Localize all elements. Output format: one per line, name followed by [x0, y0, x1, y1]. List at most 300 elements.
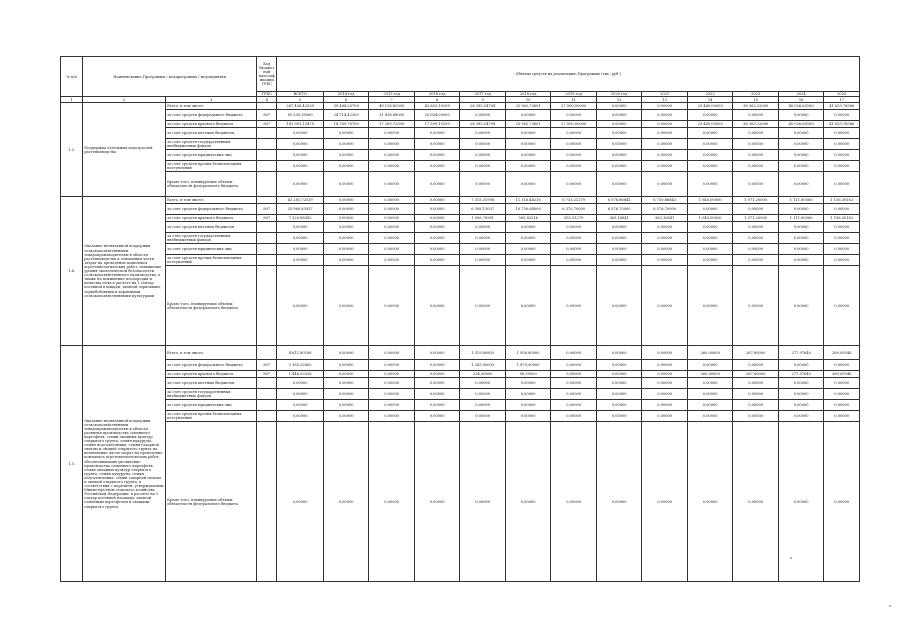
section-number: 1.5. [61, 346, 83, 582]
amount-year: 17 289,72300 [369, 121, 415, 128]
amount-total: 0,00000 [277, 233, 324, 244]
amount-year: 27 000,00000 [551, 121, 597, 128]
scan-dot [790, 557, 792, 559]
amount-year: 0,00000 [323, 128, 369, 139]
amount-year: 0,00000 [323, 233, 369, 244]
table-row [61, 172, 860, 197]
amount-year: 0,00000 [414, 204, 460, 215]
amount-year: 0,00000 [323, 266, 369, 346]
funding-source: за счет средств прочих безвозмездных поступлений [166, 411, 257, 422]
amount-year: 0,00000 [369, 266, 415, 346]
amount-year: 363,16841 [642, 215, 688, 222]
column-number: 10 [505, 97, 551, 103]
funding-source: за счет средств государственных внебюджетных фондов [166, 139, 257, 150]
amount-year: 0,00000 [414, 222, 460, 233]
funding-source: за счет средств краевого бюджета [166, 371, 257, 378]
column-number: 17 [824, 97, 860, 103]
amount-year: 0,00000 [824, 233, 860, 244]
header-year: 2023 [733, 92, 779, 97]
amount-year: 0,00000 [505, 400, 551, 411]
grbs-code [257, 233, 277, 244]
table-row [61, 204, 860, 215]
amount-year: 41 629,76566 [824, 103, 860, 110]
amount-year: 0,00000 [505, 172, 551, 197]
amount-year: 0,00000 [460, 422, 506, 582]
amount-year: 0,00000 [642, 150, 688, 161]
amount-year: 41 629,76566 [824, 121, 860, 128]
amount-year: 28 385,54794 [460, 121, 506, 128]
amount-year: 0,00000 [687, 244, 733, 255]
amount-total: 35 960,83937 [277, 204, 324, 215]
amount-year: 0,00000 [414, 422, 460, 582]
amount-year: 0,00000 [505, 161, 551, 172]
amount-year: 0,00000 [596, 121, 642, 128]
amount-year: 0,00000 [323, 360, 369, 371]
amount-year: 0,00000 [551, 172, 597, 197]
amount-year: 0,00000 [369, 255, 415, 266]
amount-year: 234,30800 [460, 371, 506, 378]
amount-year: 0,00000 [687, 150, 733, 161]
table-row [61, 139, 860, 150]
funding-source: Всего, в том числе: [166, 103, 257, 110]
amount-year: 0,00000 [824, 150, 860, 161]
amount-year: 0,00000 [596, 110, 642, 121]
amount-year: 0,00000 [323, 150, 369, 161]
amount-year: 0,00000 [642, 121, 688, 128]
amount-year: 355,51279 [551, 215, 597, 222]
amount-year: 0,00000 [824, 128, 860, 139]
amount-year: 6 576,86841 [596, 197, 642, 204]
header-year: 2014 год [323, 92, 369, 97]
amount-year: 1 111,80560 [778, 197, 824, 204]
amount-year: 0,00000 [642, 161, 688, 172]
amount-year: 0,00000 [642, 103, 688, 110]
budget-sheet [60, 56, 860, 582]
amount-year: 0,00000 [733, 110, 779, 121]
amount-year: 0,00000 [642, 411, 688, 422]
amount-year: 0,00000 [733, 222, 779, 233]
amount-year: 0,00000 [596, 378, 642, 389]
amount-year: 1 156,30182 [824, 215, 860, 222]
amount-year: 0,00000 [551, 244, 597, 255]
amount-year: 0,00000 [414, 378, 460, 389]
amount-year: 23 460,00000 [687, 121, 733, 128]
amount-year: 565,82216 [505, 215, 551, 222]
amount-year: 0,00000 [824, 266, 860, 346]
amount-year: 0,00000 [596, 255, 642, 266]
amount-year: 0,00000 [323, 244, 369, 255]
column-number: 2 [83, 97, 166, 103]
amount-year: 0,00000 [596, 389, 642, 400]
amount-year: 0,00000 [596, 103, 642, 110]
funding-source: за счет средств краевого бюджета [166, 121, 257, 128]
amount-year: 0,00000 [551, 422, 597, 582]
table-row [61, 360, 860, 371]
amount-year: 0,00000 [687, 422, 733, 582]
amount-year: 0,00000 [369, 411, 415, 422]
amount-total: 3 165,32862 [277, 360, 324, 371]
funding-source: за счет средств федерального бюджета [166, 360, 257, 371]
amount-year: 0,00000 [687, 255, 733, 266]
funding-source: за счет средств юридических лиц [166, 150, 257, 161]
grbs-code [257, 139, 277, 150]
amount-year: 0,00000 [824, 400, 860, 411]
funding-source: Всего, в том числе: [166, 197, 257, 204]
amount-year: 31 838,88000 [369, 110, 415, 121]
amount-year: 0,00000 [323, 139, 369, 150]
amount-year: 0,00000 [778, 161, 824, 172]
amount-year: 1 156,30182 [824, 197, 860, 204]
amount-year: 17 599,10299 [414, 121, 460, 128]
amount-year: 0,00000 [460, 266, 506, 346]
amount-year: 0,00000 [551, 389, 597, 400]
amount-total: 0,00000 [277, 150, 324, 161]
amount-year: 0,00000 [687, 233, 733, 244]
amount-year: 0,00000 [642, 233, 688, 244]
column-number: 8 [414, 97, 460, 103]
funding-source: Кроме того, планируемые объемы обязательств федерального бюджета [166, 266, 257, 346]
amount-year: 0,00000 [551, 222, 597, 233]
section-number: 1.3. [61, 103, 83, 197]
amount-year: 0,00000 [414, 128, 460, 139]
amount-year: 0,00000 [596, 161, 642, 172]
amount-year: 0,00000 [642, 346, 688, 360]
amount-year: 0,00000 [733, 378, 779, 389]
amount-year: 0,00000 [824, 255, 860, 266]
amount-year: 0,00000 [596, 422, 642, 582]
amount-year: 6 733,21279 [551, 197, 597, 204]
amount-year: 1 071,20000 [733, 197, 779, 204]
amount-year: 14 769,78700 [323, 121, 369, 128]
amount-year: 0,00000 [778, 255, 824, 266]
table-row [61, 244, 860, 255]
amount-total: 7 320,88582 [277, 215, 324, 222]
amount-year: 0,00000 [414, 215, 460, 222]
amount-year: 0,00000 [323, 422, 369, 582]
amount-year: 0,00000 [414, 371, 460, 378]
amount-year: 0,00000 [414, 411, 460, 422]
amount-year: 1 879,90000 [505, 360, 551, 371]
amount-year: 0,00000 [505, 222, 551, 233]
amount-total: 0,00000 [277, 244, 324, 255]
amount-year: 0,00000 [824, 172, 860, 197]
amount-year: 0,00000 [642, 400, 688, 411]
amount-year: 0,00000 [369, 360, 415, 371]
table-row [61, 400, 860, 411]
funding-source: Всего, в том числе: [166, 346, 257, 360]
amount-year: 0,00000 [551, 233, 597, 244]
table-row [61, 150, 860, 161]
amount-year: 0,00000 [687, 411, 733, 422]
amount-year: 0,00000 [551, 110, 597, 121]
amount-year: 0,00000 [733, 204, 779, 215]
table-row [61, 128, 860, 139]
amount-year: 0,00000 [369, 222, 415, 233]
column-number: 16 [778, 97, 824, 103]
header-year: 2020 год [596, 92, 642, 97]
amount-year: 40 026,60160 [778, 121, 824, 128]
amount-year: 0,00000 [687, 204, 733, 215]
amount-year: 1 958,80000 [505, 346, 551, 360]
grbs-code [257, 266, 277, 346]
amount-year: 0,00000 [505, 255, 551, 266]
amount-year: 0,00000 [551, 128, 597, 139]
amount-year: 0,00000 [824, 110, 860, 121]
amount-year: 0,00000 [460, 233, 506, 244]
funding-source: за счет средств местных бюджетов [166, 222, 257, 233]
scan-dot [889, 605, 891, 607]
amount-year: 0,00000 [369, 215, 415, 222]
header-year: 2021 [642, 92, 688, 97]
column-number: 12 [596, 97, 642, 103]
amount-year: 0,00000 [460, 389, 506, 400]
amount-total: 0,00000 [277, 128, 324, 139]
amount-year: 1 285,50003 [460, 360, 506, 371]
header-amounts: Объемы средств на реализацию Программы (тыс. руб.) [277, 57, 860, 92]
column-number: 13 [642, 97, 688, 103]
amount-year: 0,00000 [551, 360, 597, 371]
amount-year: 6 308,13037 [460, 204, 506, 215]
amount-year: 0,00000 [778, 110, 824, 121]
funding-source: за счет средств юридических лиц [166, 400, 257, 411]
header-grbs: ГРБС [257, 92, 277, 97]
header-year: 2025 [824, 92, 860, 97]
amount-year: 40 026,60160 [778, 103, 824, 110]
amount-year: 0,00000 [323, 215, 369, 222]
amount-total: 0,00000 [277, 172, 324, 197]
grbs-code: 807 [257, 204, 277, 215]
amount-total: 43 281,72519 [277, 197, 324, 204]
amount-year: 267,80000 [733, 371, 779, 378]
amount-year: 0,00000 [414, 346, 460, 360]
amount-year: 0,00000 [733, 244, 779, 255]
grbs-code [257, 103, 277, 110]
section-name: Оказание несвязанной поддержки сельскохозяйственным товаропроизводителям в области растениеводства в отношении части затрат на проведение комплекса агротехнологических работ, повышение уровня экологической безопасности сельскохозяйственного производства, а также на повышение плодородия и качества почв в расчете на 1 гектар посевной площади, занятой зерновыми, зернобобовыми и кормовыми сельскохозяйственными культурами [83, 197, 166, 346]
amount-year: 0,00000 [596, 128, 642, 139]
amount-year: 0,00000 [733, 161, 779, 172]
amount-year: 0,00000 [551, 378, 597, 389]
amount-year: 0,00000 [414, 360, 460, 371]
amount-year: 0,00000 [778, 150, 824, 161]
amount-year: 0,00000 [824, 161, 860, 172]
amount-year: 42 603,10299 [414, 103, 460, 110]
amount-year: 0,00000 [778, 244, 824, 255]
column-number: 14 [687, 97, 733, 103]
amount-year: 0,00000 [323, 346, 369, 360]
amount-year: 23 460,00000 [687, 103, 733, 110]
header-code: Код бюджетной классификации ГРБС [257, 57, 277, 92]
amount-year: 0,00000 [687, 266, 733, 346]
amount-year: 0,00000 [414, 172, 460, 197]
grbs-code [257, 411, 277, 422]
header-year: 2015 год [369, 92, 415, 97]
amount-year: 0,00000 [414, 150, 460, 161]
amount-year: 0,00000 [596, 244, 642, 255]
grbs-code [257, 255, 277, 266]
amount-total: 0,00000 [277, 411, 324, 422]
amount-year: 0,00000 [323, 204, 369, 215]
amount-year: 0,00000 [505, 422, 551, 582]
grbs-code [257, 161, 277, 172]
amount-year: 1 040,00000 [687, 197, 733, 204]
amount-year: 0,00000 [369, 244, 415, 255]
amount-year: 0,00000 [642, 172, 688, 197]
amount-year: 0,00000 [323, 371, 369, 378]
budget-table [60, 56, 860, 582]
table-row [61, 233, 860, 244]
amount-year: 0,00000 [323, 161, 369, 172]
funding-source: за счет средств местных бюджетов [166, 128, 257, 139]
amount-year: 0,00000 [824, 139, 860, 150]
amount-year: 38 363,22000 [733, 121, 779, 128]
section-name: Поддержка отдельных подотраслей растениеводства [83, 103, 166, 197]
amount-total: 0,00000 [277, 266, 324, 346]
amount-year: 6 576,70000 [596, 204, 642, 215]
amount-year: 0,00000 [778, 222, 824, 233]
amount-year: 0,00000 [733, 360, 779, 371]
amount-year: 0,00000 [596, 371, 642, 378]
amount-year: 0,00000 [323, 255, 369, 266]
amount-year: 0,00000 [824, 222, 860, 233]
amount-year: 0,00000 [460, 139, 506, 150]
amount-year: 0,00000 [596, 150, 642, 161]
amount-year: 0,00000 [505, 110, 551, 121]
grbs-code [257, 378, 277, 389]
amount-year: 0,00000 [551, 266, 597, 346]
amount-year: 0,00000 [414, 197, 460, 204]
amount-total: 0,00000 [277, 422, 324, 582]
amount-year: 0,00000 [733, 400, 779, 411]
column-number: 7 [369, 97, 415, 103]
amount-year: 0,00000 [505, 244, 551, 255]
amount-year: 0,00000 [596, 360, 642, 371]
amount-total: 0,00000 [277, 161, 324, 172]
grbs-code: 807 [257, 110, 277, 121]
amount-year: 0,00000 [642, 360, 688, 371]
amount-year: 25 962,73601 [505, 121, 551, 128]
amount-year: 0,00000 [460, 255, 506, 266]
table-row [61, 197, 860, 204]
amount-year: 0,00000 [551, 400, 597, 411]
amount-year: 0,00000 [824, 389, 860, 400]
amount-year: 0,00000 [778, 360, 824, 371]
amount-year: 0,00000 [596, 266, 642, 346]
amount-year: 0,00000 [642, 389, 688, 400]
amount-year: 0,00000 [778, 411, 824, 422]
amount-year: 277,97640 [778, 371, 824, 378]
amount-year: 0,00000 [369, 161, 415, 172]
table-row [61, 255, 860, 266]
amount-year: 0,00000 [505, 233, 551, 244]
amount-year: 0,00000 [505, 128, 551, 139]
column-number: 4 [257, 97, 277, 103]
amount-year: 0,00000 [642, 371, 688, 378]
table-row [61, 161, 860, 172]
amount-year: 38 363,22000 [733, 103, 779, 110]
funding-source: за счет средств государственных внебюджетных фондов [166, 233, 257, 244]
amount-year: 0,00000 [323, 378, 369, 389]
column-number: 3 [166, 97, 257, 103]
amount-year: 0,00000 [369, 378, 415, 389]
amount-year: 0,00000 [414, 139, 460, 150]
amount-total: 267 436,42539 [277, 103, 324, 110]
amount-year: 0,00000 [687, 139, 733, 150]
amount-year: 0,00000 [369, 371, 415, 378]
grbs-code: 807 [257, 371, 277, 378]
amount-year: 24 714,42300 [323, 110, 369, 121]
amount-year: 0,00000 [369, 139, 415, 150]
grbs-code [257, 150, 277, 161]
funding-source: Кроме того, планируемые объемы обязательств федерального бюджета [166, 422, 257, 582]
amount-year: 39 484,20709 [323, 103, 369, 110]
grbs-code [257, 128, 277, 139]
funding-source: за счет средств федерального бюджета [166, 110, 257, 121]
amount-year: 0,00000 [642, 378, 688, 389]
amount-total: 0,00000 [277, 139, 324, 150]
funding-source: Кроме того, планируемые объемы обязательств федерального бюджета [166, 172, 257, 197]
grbs-code [257, 422, 277, 582]
amount-year: 0,00000 [323, 389, 369, 400]
amount-year: 0,00000 [460, 378, 506, 389]
grbs-code [257, 244, 277, 255]
amount-year: 0,00000 [733, 233, 779, 244]
amount-year: 0,00000 [687, 128, 733, 139]
amount-total: 1 446,53326 [277, 371, 324, 378]
amount-year: 0,00000 [778, 233, 824, 244]
amount-year: 0,00000 [460, 244, 506, 255]
amount-year: 10 750,64000 [505, 204, 551, 215]
amount-year: 0,00000 [414, 255, 460, 266]
amount-year: 0,00000 [596, 346, 642, 360]
header-year: 2022 [687, 92, 733, 97]
amount-year: 0,00000 [687, 222, 733, 233]
amount-year: 0,00000 [460, 222, 506, 233]
amount-year: 0,00000 [369, 400, 415, 411]
column-number: 1 [61, 97, 83, 103]
table-row [61, 371, 860, 378]
amount-year: 0,00000 [596, 139, 642, 150]
header-year: 2019 год [551, 92, 597, 97]
table-row [61, 103, 860, 110]
section-name: Оказание несвязанной поддержки сельскохозяйственным товаропроизводителям в области развития производства семенного картофеля, семян овощных культур открытого грунта, семян кукурузы, семян подсолнечника, семян сахарной свеклы и овощей открытого грунта на возмещение части затрат на проведение комплекса агротехнологических работ, обеспечивающих увеличение производства семенного картофеля, семян овощных культур открытого грунта, семян кукурузы, семян подсолнечника, семян сахарной свеклы и овощей открытого грунта, в соответствии с перечнем, утверждаемым Министерством сельского хозяйства Российской Федерации, в расчете на 1 гектар посевной площади, занятой семенным картофелем и овощами открытого грунта [83, 346, 166, 582]
amount-year: 0,00000 [369, 128, 415, 139]
amount-year: 25 962,73601 [505, 103, 551, 110]
amount-year: 0,00000 [687, 360, 733, 371]
amount-year: 0,00000 [687, 378, 733, 389]
amount-year: 0,00000 [687, 389, 733, 400]
amount-year: 0,00000 [733, 266, 779, 346]
amount-year: 0,00000 [414, 266, 460, 346]
column-number: 9 [460, 97, 506, 103]
grbs-code [257, 400, 277, 411]
amount-year: 28 385,54794 [460, 103, 506, 110]
amount-year: 0,00000 [551, 346, 597, 360]
amount-year: 0,00000 [323, 400, 369, 411]
amount-year: 0,00000 [551, 161, 597, 172]
amount-year: 260,00000 [687, 371, 733, 378]
amount-year: 0,00000 [369, 389, 415, 400]
amount-year: 0,00000 [778, 204, 824, 215]
amount-total: 4 611,80188 [277, 346, 324, 360]
amount-year: 0,00000 [642, 110, 688, 121]
amount-year: 0,00000 [778, 400, 824, 411]
amount-year: 0,00000 [414, 161, 460, 172]
header-no: № п/п [61, 57, 83, 97]
amount-year: 0,00000 [778, 172, 824, 197]
amount-year: 0,00000 [460, 110, 506, 121]
amount-year: 0,00000 [824, 422, 860, 582]
amount-year: 0,00000 [460, 411, 506, 422]
